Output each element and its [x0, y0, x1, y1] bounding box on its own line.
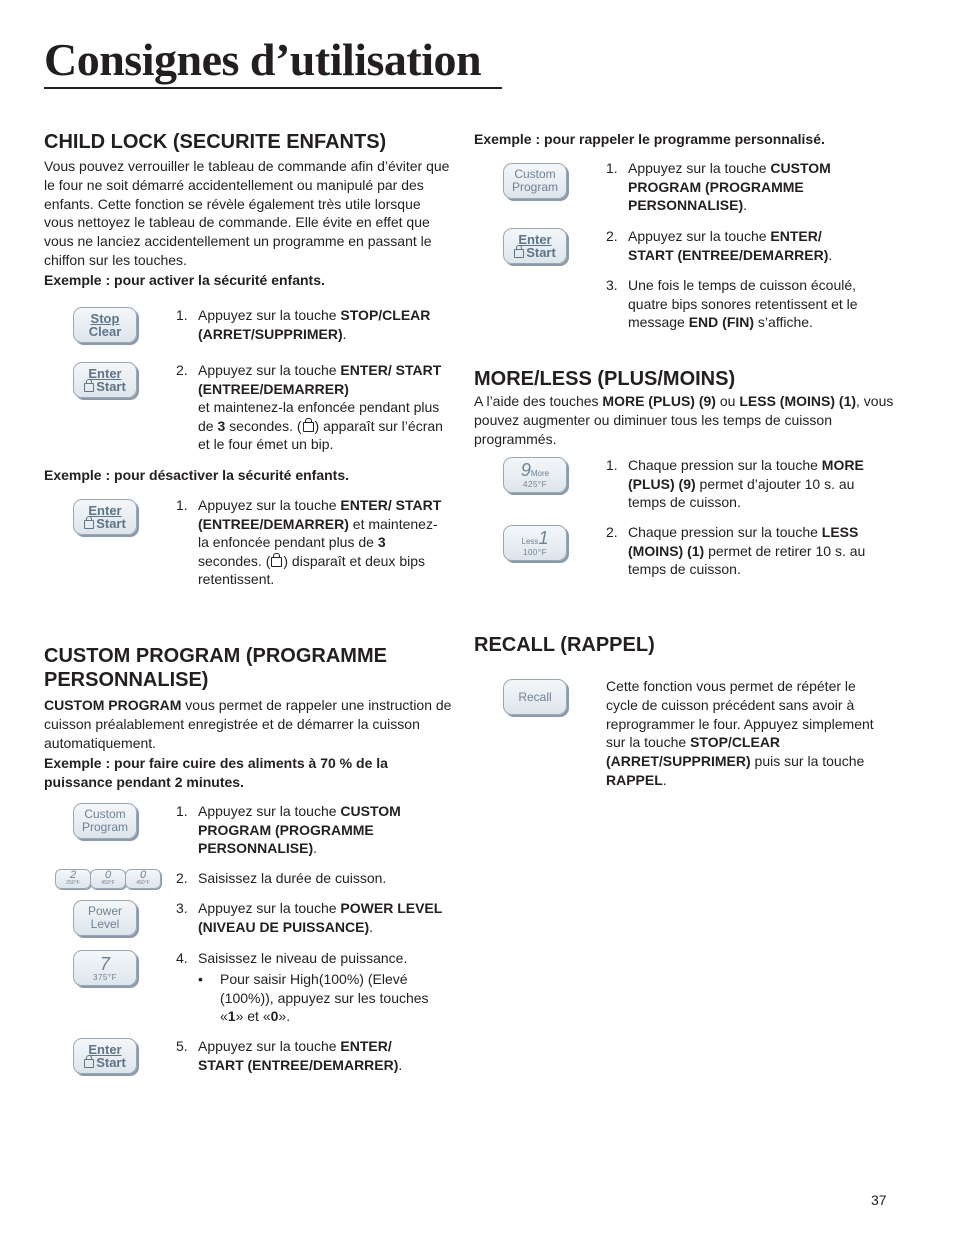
more-key: 9More 425°F	[503, 457, 567, 493]
page-number: 37	[871, 1192, 887, 1208]
digit-2-key: 2 250°F	[55, 869, 91, 889]
power-level-key: Power Level	[73, 900, 137, 936]
less-key: Less1 100°F	[503, 525, 567, 561]
page-title: Consignes d’utilisation	[44, 34, 482, 85]
lock-icon	[84, 520, 94, 529]
child-lock-example-activate: Exemple : pour activer la sécurité enfants.	[44, 272, 325, 288]
digit-7-key: 7 375°F	[73, 950, 137, 986]
recall-heading: RECALL (RAPPEL)	[474, 634, 655, 656]
title-underline	[44, 87, 502, 89]
lock-icon	[271, 557, 282, 567]
digit-0-key: 0 450°F	[90, 869, 126, 889]
lock-icon	[303, 422, 314, 432]
custom-program-key: Custom Program	[503, 163, 567, 199]
enter-start-key: Enter Start	[73, 499, 137, 535]
recall-key: Recall	[503, 679, 567, 715]
custom-program-key: Custom Program	[73, 803, 137, 839]
digit-0-key-second: 0 450°F	[125, 869, 161, 889]
lock-icon	[514, 249, 524, 258]
enter-start-key: Enter Start	[73, 1038, 137, 1074]
more-less-heading: MORE/LESS (PLUS/MOINS)	[474, 368, 736, 390]
custom-program-example: Exemple : pour faire cuire des aliments à 70 % de la puissance pendant 2 minutes.	[44, 755, 388, 790]
stop-clear-key: Stop Clear	[73, 307, 137, 343]
recall-text: Cette fonction vous permet de répéter le cycle de cuisson précédent sans avoir à reprogrammer le four. Appuyez simplement sur la touche STOP/CLEAR (ARRET/SUPPRIMER) puis sur la touche RAPPEL.	[606, 678, 874, 788]
child-lock-example-deactivate: Exemple : pour désactiver la sécurité enfants.	[44, 467, 350, 483]
enter-start-key: Enter Start	[503, 228, 567, 264]
child-lock-heading: CHILD LOCK (SECURITE ENFANTS)	[44, 131, 387, 153]
custom-program-step-4: 4. Saisissez le niveau de puissance. • Pour saisir High(100%) (Elevé (100%)), appuyez sur les touches «1» et «0».	[176, 950, 429, 1024]
custom-program-heading: CUSTOM PROGRAM (PROGRAMME PERSONNALISE)	[44, 645, 387, 691]
child-lock-intro: Vous pouvez verrouiller le tableau de commande afin d’éviter que le four ne soit démarré accidentellement ou manipulé par des enfants. Cette fonction se révèle également très utile lorsque vous nettoyez le tableau de commande. Elle évite en effet que vous ne lanciez accidentellement un programme en passant le chiffon sur les touches.	[44, 158, 450, 268]
more-less-intro: A l’aide des touches MORE (PLUS) (9) ou LESS (MOINS) (1), vous pouvez augmenter ou diminuer tous les temps de cuisson programmés.	[474, 393, 894, 447]
recall-custom-example: Exemple : pour rappeler le programme personnalisé.	[474, 131, 825, 147]
lock-icon	[84, 383, 94, 392]
custom-program-intro: CUSTOM PROGRAM vous permet de rappeler une instruction de cuisson préalablement enregistrée et de démarrer la cuisson automatiquement.	[44, 697, 452, 751]
enter-start-key: Enter Start	[73, 362, 137, 398]
lock-icon	[84, 1059, 94, 1068]
